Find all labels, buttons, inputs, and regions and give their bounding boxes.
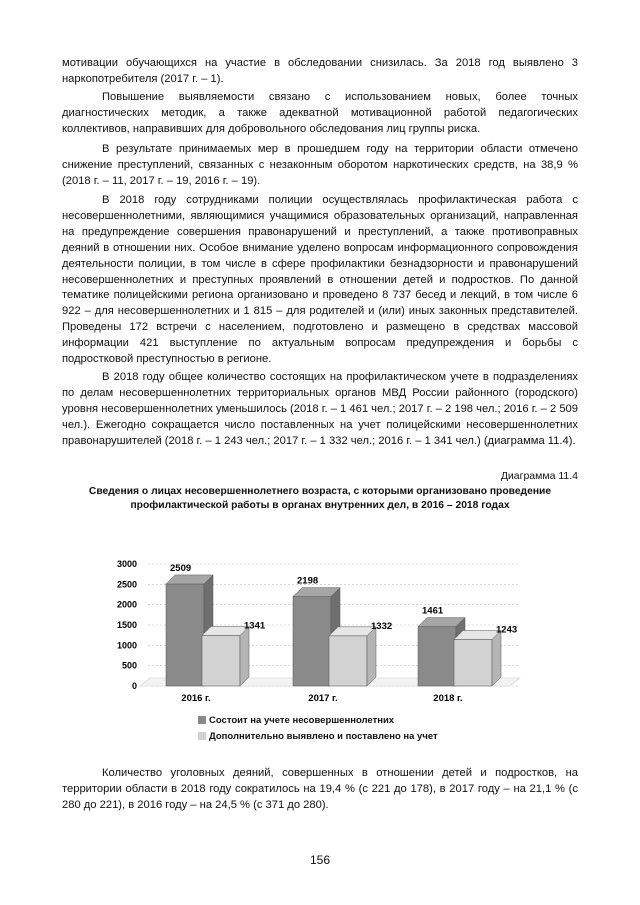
paragraph-2: Повышение выявляемости связано с использованием новых, более точных диагностических методик, а также адекватной мотивационной работой педагогических коллективов, направивших для добровольного обследования лиц группы риска. [62, 91, 578, 135]
data-label-2-0: 1461 [422, 605, 444, 617]
data-label-1-1: 1332 [371, 620, 393, 632]
paragraph-3: В результате принимаемых мер в прошедшем году на территории области отмечено снижение преступлений, связанных с незаконным оборотом наркотических средств, на 38,9 % (2018 г. – 11, 2017 г. – 19, 2016 г. – 19). [62, 143, 578, 187]
diagram-caption: Диаграмма 11.4 [500, 470, 578, 482]
y-tick-label-0: 0 [131, 681, 137, 691]
data-label-1-0: 2198 [297, 575, 319, 587]
chart-title: Сведения о лицах несовершеннолетнего возраста, с которыми организовано проведение профилактической работы в органах внутренних дел, в 2016 – 2018 годах [88, 486, 552, 511]
paragraph-1: мотивации обучающихся на участие в обследовании снизилась. За 2018 год выявлено 3 наркопотребителя (2017 г. – 1). [62, 57, 578, 85]
bar-chart [100, 530, 540, 705]
bar-0-1 [202, 635, 240, 686]
page-number: 156 [309, 853, 331, 867]
y-tick-label-1: 500 [121, 660, 137, 671]
data-label-2-1: 1243 [496, 624, 518, 636]
bar-side-0-1 [240, 626, 249, 686]
y-tick-label-4: 2000 [116, 599, 137, 610]
legend-swatch-1 [198, 716, 206, 724]
legend-swatch-2 [198, 732, 206, 740]
paragraph-6: Количество уголовных деяний, совершенных в отношении детей и подростков, на территории области в 2018 году сократилось на 19,4 % (с 221 до 178), в 2017 году – на 21,1 % (с 280 до 221), в 2016 году – на 24,5 % (с 371 до 280). [62, 767, 578, 811]
data-label-0-0: 2509 [170, 562, 192, 574]
bar-side-1-1 [367, 627, 376, 686]
bar-0-0 [166, 584, 204, 686]
data-label-0-1: 1341 [244, 620, 266, 632]
y-tick-label-6: 3000 [116, 559, 137, 569]
bar-1-0 [293, 597, 331, 686]
x-tick-label-0: 2016 г. [181, 693, 211, 704]
paragraph-4: В 2018 году сотрудниками полиции осуществлялась профилактическая работа с несовершеннолетними, являющимися учащимися образовательных организаций, направленная на предупреждение совершения правонарушений и преступлений, а также противоправных деяний в отношении них. Особое внимание уделено вопросам информационного сопровождения деятельности полиции, в том числе в сфере профилактики безнадзорности и правонарушений несовершеннолетних и преступных проявлений в отношении детей и подростков. По данной тематике полицейскими региона организовано и проведено 8 737 бесед и лекций, в том числе 6 922 – для несовершеннолетних и 1 815 – для родителей и (или) иных законных представителей. Проведены 172 встречи с населением, подготовлено и размещено в средствах массовой информации 421 выступление по актуальным вопросам предупреждения и борьбы с подростковой преступностью в регионе. [62, 194, 578, 366]
y-tick-label-5: 2500 [116, 579, 137, 590]
legend-label-2: Дополнительно выявлено и поставлено на учет [209, 731, 438, 742]
x-tick-label-1: 2017 г. [308, 693, 338, 704]
legend-label-1: Состоит на учете несовершеннолетних [209, 715, 395, 726]
paragraph-5: В 2018 году общее количество состоящих на профилактическом учете в подразделениях по делам несовершеннолетних территориальных органов МВД России районного (городского) уровня несовершеннолетних уменьшилось (2018 г. – 1 461 чел.; 2017 г. – 2 198 чел.; 2016 г. – 2 509 чел.). Ежегодно сокращается число поставленных на учет полицейскими несовершеннолетних правонарушителей (2018 г. – 1 243 чел.; 2017 г. – 1 332 чел.; 2016 г. – 1 341 чел.) (диаграмма 11.4). [62, 371, 578, 447]
legend-item-1 [198, 715, 394, 726]
bar-side-2-1 [492, 630, 501, 686]
y-tick-label-3: 1500 [116, 620, 137, 630]
y-tick-label-2: 1000 [116, 640, 137, 651]
bar-1-1 [329, 636, 367, 686]
legend-item-2 [198, 731, 438, 742]
bar-2-1 [454, 639, 492, 686]
bar-2-0 [418, 627, 456, 686]
x-tick-label-2: 2018 г. [433, 693, 463, 704]
